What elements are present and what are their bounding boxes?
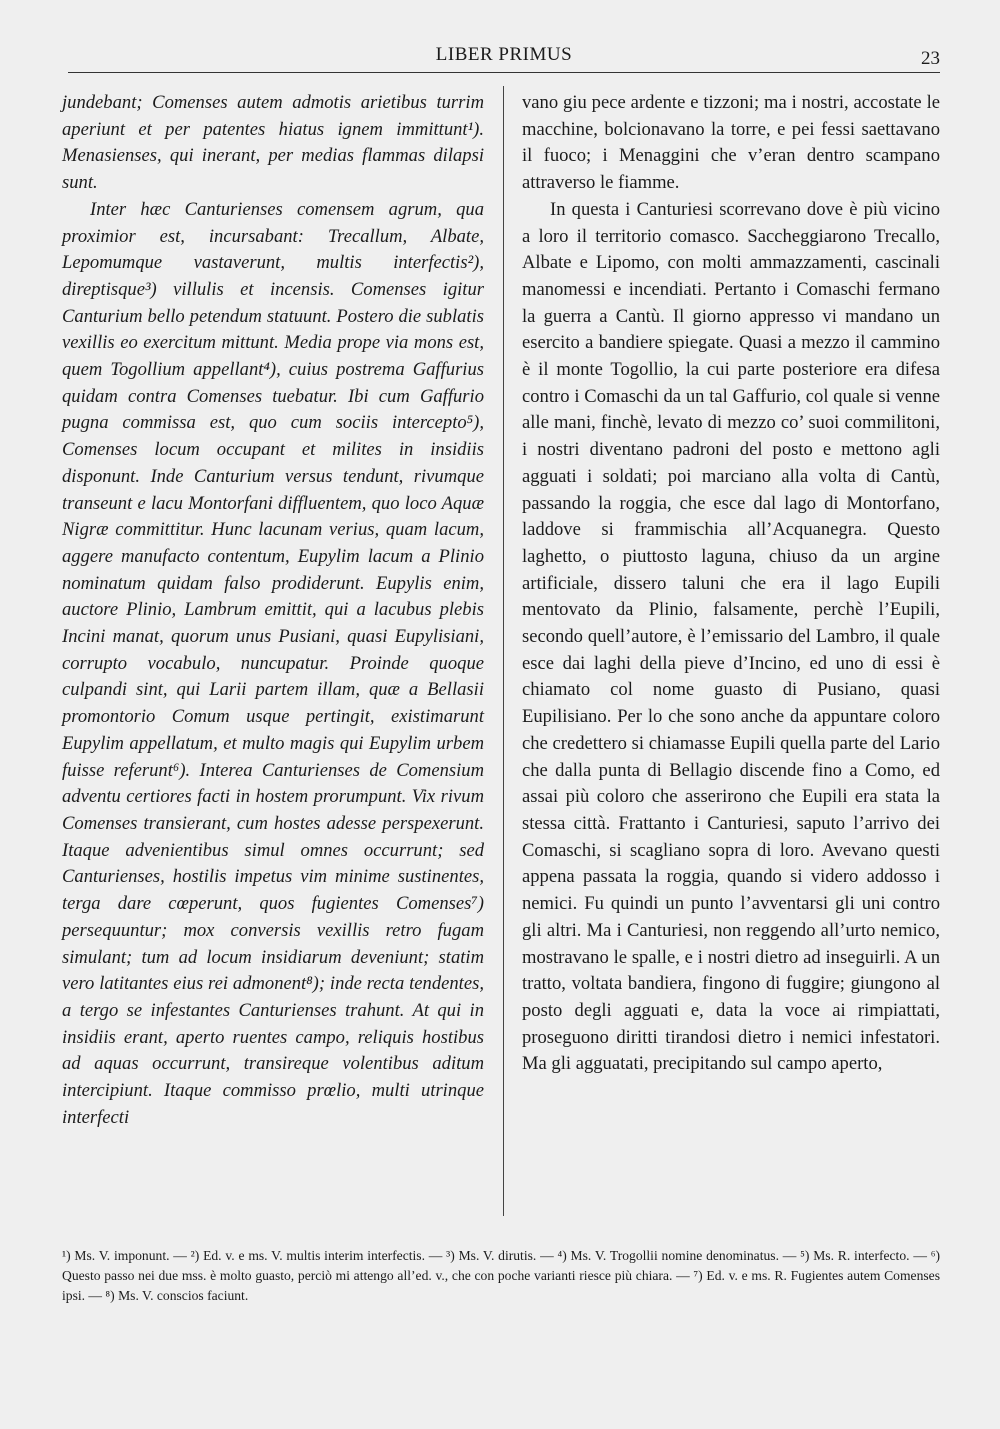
column-divider xyxy=(503,86,504,1216)
latin-paragraph: jundebant; Comenses autem admotis arietibus turrim aperiunt et per patentes hiatus ignem immittunt¹). Menasienses, qui inerant, per medias flammas dilapsi sunt. xyxy=(62,92,484,194)
running-title: LIBER PRIMUS xyxy=(435,44,573,65)
page-header xyxy=(68,44,940,74)
italian-paragraph: vano giu pece ardente e tizzoni; ma i nostri, accostate le macchine, bolcionavano la torre, e pei fessi saettavano il fuoco; i Menaggini che v’eran dentro scampano attraverso le fiamme. xyxy=(522,92,940,194)
header-rule xyxy=(68,72,940,73)
latin-text-column xyxy=(62,90,484,1131)
footnotes: ¹) Ms. V. imponunt. — ²) Ed. v. e ms. V. multis interim interfectis. — ³) Ms. V. dirutis. — ⁴) Ms. V. Trogollii nomine denominatus. — ⁵) Ms. R. interfecto. — ⁶) Questo passo nei due mss. è molto guasto, perciò mi attengo all’ed. v., che con poche varianti riesce più chiara. — ⁷) Ed. v. e ms. R. Fugientes autem Comenses ipsi. — ⁸) Ms. V. conscios faciunt. xyxy=(62,1248,940,1303)
italian-text-column xyxy=(522,90,940,1078)
page-number: 23 xyxy=(921,48,940,69)
latin-paragraph: Inter hæc Canturienses comensem agrum, qua proximior est, incursabant: Trecallum, Albate, Lepomumque vastaverunt, multis interfectis²), direptisque³) villulis et incensis. Comenses igitur Canturium bello petendum statuunt. Postero die sublatis vexillis eo exercitum mittunt. Media prope via mons est, quem Togollium appellant⁴), cuius postrema Gaffurius quidam contra Comenses tuebatur. Ibi cum Gaffurio pugna commissa est, quo cum sociis intercepto⁵), Comenses locum occupant et milites in insidiis disponunt. Inde Canturium versus tendunt, rivumque transeunt e lacu Montorfani diffluentem, quo loco Aquæ Nigræ committitur. Hunc lacunam verius, quam lacum, aggere manufacto contentum, Eupylim lacum a Plinio nominatum quidam falso prodiderunt. Eupylis enim, auctore Plinio, Lambrum emittit, qui a lacubus plebis Incini manat, quorum unus Pusiani, quasi Eupylisiani, corrupto vocabulo, nuncupatur. Proinde quoque culpandi sint, qui Larii partem illam, quæ a Bellasii promontorio Comum usque pertingit, existimarunt Eupylim appellatum, et multo magis qui Eupylim urbem fuisse referunt⁶). Interea Canturienses de Comensium adventu certiores facti in hostem prorumpunt. Vix rivum Comenses transierant, cum hostes adesse perspexerunt. Itaque advenientibus simul omnes occurrunt; sed Canturienses, hostilis impetus vim minime sustinentes, terga dare cœperunt, quos fugientes Comenses⁷) persequuntur; mox conversis vexillis retro fugam simulant; tum ad locum insidiarum deveniunt; statim vero latitantes eius rei admonent⁸); inde recta tendentes, a tergo se infestantes Canturienses trahunt. At qui in insidiis erant, aperto ruentes campo, reliquis hostibus ad aquas occurrunt, transireque volentibus aditum intercipiunt. Itaque commisso prœlio, multi utrinque interfecti xyxy=(62,198,484,1128)
italian-paragraph: In questa i Canturiesi scorrevano dove è più vicino a loro il territorio comasco. Saccheggiarono Trecallo, Albate e Lipomo, con molti ammazzamenti, cascinali manomessi e incendiati. Pertanto i Comaschi fermano la guerra a Cantù. Il giorno appresso vi mandano un esercito a bandiere spiegate. Quasi a mezzo il cammino è il monte Togollio, la cui parte posteriore era difesa contro i Comaschi da un tal Gaffurio, col quale si venne alle mani, finchè, levato di mezzo co’ suoi commilitoni, i nostri diventano padroni del posto e mettono agli agguati i soldati; poi marciano alla volta di Cantù, passando la roggia, che esce dal lago di Montorfano, laddove si frammischia all’Acquanegra. Questo laghetto, o piuttosto laguna, chiuso da un argine artificiale, dissero taluni che era il lago Eupili mentovato da Plinio, falsamente, perchè l’Eupili, secondo quell’autore, è l’emissario del Lambro, il quale esce dai laghi della pieve d’Incino, ed uno di essi è chiamato col nome guasto di Pusiano, quasi Eupilisiano. Per lo che sono anche da appuntare coloro che credettero si chiamasse Eupili quella parte del Lario che dalla punta di Bellagio discende fino a Como, ed assai più coloro che asserirono che Eupili era stata la stessa città. Frattanto i Canturiesi, saputo l’arrivo dei Comaschi, si scagliano sopra di loro. Avevano questi appena passata la roggia, quando si videro addosso i nemici. Fu quindi un punto l’avventarsi gli uni contro gli altri. Ma i Canturiesi, non reggendo all’urto nemico, mostravano le spalle, e i nostri dietro ad inseguirli. A un tratto, voltata bandiera, fingono di fuggire; giungono al posto degli agguati e, data la voce ai rimpiattati, proseguono diritti tirandosi dietro i nemici infestatori. Ma gli agguatati, precipitando sul campo aperto, xyxy=(522,198,940,1075)
